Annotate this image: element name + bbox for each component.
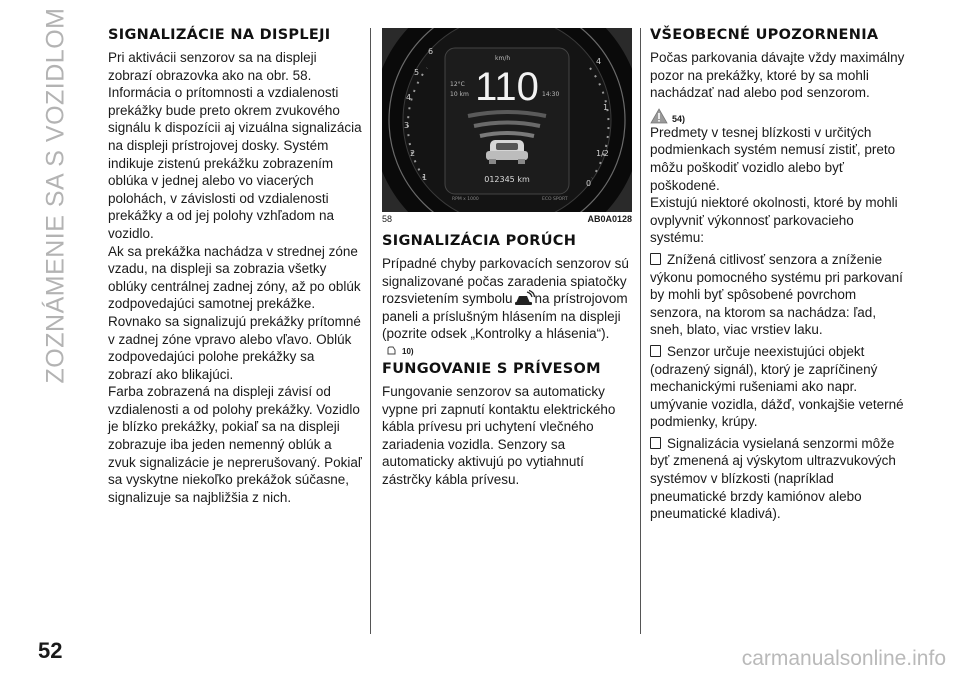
paragraph-trailer: Fungovanie senzorov sa automaticky vypne pri zapnutí kontaktu elektrického kábla prívesu pri uchytení vlečného zariadenia vozidla. Senzory sa automaticky aktivujú po vytiahnutí zástrčky kábla prívesu. (382, 383, 616, 487)
gauge-right-label-1: 4 (596, 57, 602, 66)
gauge-left-label-5: 5 (414, 68, 420, 77)
gauge-right-label-4: 0 (586, 179, 592, 188)
column-faults (382, 28, 632, 489)
paragraph-display-1: Pri aktivácii senzorov sa na displeji zobrazí obrazovka ako na obr. 58. Informácia o prítomnosti a vzdialenosti prekážky bude preto okrem zvukového signálu k dispozícii aj vizuálna signalizácia na displeji prístrojovej dosky. Systém indikuje zistenú prekážku zobrazením oblúka v jednej alebo vo viacerých polohách, v závislosti od vzdialenosti prekážky a od jej polohy vzhľadom na vozidlo. (108, 50, 362, 241)
range: 10 km (450, 91, 469, 98)
gauge-right-label-3: 1/2 (596, 149, 609, 158)
bullet-text-3: Signalizácia vysielaná senzormi môže byť zmenená aj výskytom ultrazvukových systémov v blízkosti (napríklad pneumatické brzdy kamiónov alebo pneumatické kladivá). (650, 435, 896, 522)
warning-reference (650, 108, 910, 124)
speed-value: 110 (475, 65, 539, 109)
gauge-left-label-3: 3 (404, 121, 410, 130)
column-divider-2 (640, 28, 641, 634)
note-reference (402, 347, 632, 356)
column-divider-1 (370, 28, 371, 634)
heading-trailer: FUNGOVANIE S PRÍVESOM (382, 360, 601, 377)
faults-text-before: Prípadné chyby parkovacích senzorov sú signalizované počas zaradenia spiatočky rozsvietením symbolu (382, 256, 629, 307)
note-hand-icon (386, 345, 397, 356)
dashboard-illustration (382, 28, 632, 212)
bullet-item-1 (650, 251, 910, 339)
odometer: 012345 km (484, 175, 530, 184)
side-title-text: ZOZNÁMENIE SA S VOZIDLOM (41, 7, 70, 383)
gauge-left-label-6: 6 (428, 47, 434, 56)
bullet-text-1: Znížená citlivosť senzora a zníženie výkonu pomocného systému pri parkovaní by mohli byť spôsobené povrchom senzora, na ktorom sa nachádza: ľad, sneh, blato, viac vrstiev laku. (650, 251, 903, 338)
heading-faults: SIGNALIZÁCIA PORÚCH (382, 233, 577, 249)
faults-text-after: na prístrojovom paneli a príslušným hlásením na displeji (pozrite odsek „Kontrolky a hlásenia“). (382, 291, 628, 342)
watermark: carmanualsonline.info (741, 647, 946, 670)
heading-general-warnings: VŠEOBECNÉ UPOZORNENIA (650, 27, 879, 43)
paragraph-warnings-1: Počas parkovania dávajte vždy maximálny pozor na prekážky, ktoré by sa mohli nachádzať nad alebo pod senzorom. (650, 50, 905, 101)
paragraph-display-3: Farba zobrazená na displeji závisí od vzdialenosti a od polohy prekážky. Vozidlo je blízko prekážky, pokiaľ sa na displeji zobrazuje iba jeden nemenný oblúk a zvuk signalizácie je neprerušovaný. Pokiaľ sa vyskytne niekoľko prekážok súčasne, signalizuje sa najbližšia z nich. (108, 384, 362, 505)
bullet-text-2: Senzor určuje neexistujúci objekt (odrazený signál), ktorý je zapríčinený mechanickými rušeniami ako napr. umývanie vozidla, dážď, vonkajšie veterné podmienky, krúpy. (650, 343, 904, 430)
clock: 14:30 (542, 91, 560, 98)
figure-caption (382, 214, 632, 224)
note-ref-number: 10) (402, 346, 414, 356)
column-display-signals (108, 28, 362, 506)
gauge-right-label-2: 1 (603, 103, 609, 112)
rpm-label: RPM x 1000 (452, 197, 479, 202)
temperature: 12°C (450, 81, 465, 88)
paragraph-warnings-3: Existujú niektoré okolnosti, ktoré by mohli ovplyvniť výkonnosť parkovacieho systému: (650, 195, 898, 246)
paragraph-display-2: Ak sa prekážka nachádza v strednej zóne vzadu, na displeji sa zobrazia všetky oblúky centrálnej zadnej zóny, až po oblúk zodpovedajúci samotnej prekážke. Rovnako sa signalizujú prekážky prítomné v zadnej zóne vpravo alebo vľavo. Oblúk zodpovedajúci polohe prekážky sa zobrazí ako blikajúci. (108, 243, 361, 382)
gauge-left-label-1: 1 (422, 173, 428, 182)
eco-sport-label: ECO SPORT (542, 197, 568, 202)
column-general-warnings (650, 28, 910, 523)
paragraph-warnings-2: Predmety v tesnej blízkosti v určitých podmienkach systém nemusí zistiť, preto môžu poškodiť vozidlo alebo byť poškodené. (650, 124, 896, 193)
warning-triangle-icon (650, 108, 668, 124)
bullet-item-3 (650, 435, 910, 523)
paragraph-faults (382, 255, 632, 343)
gauge-left-label-2: 2 (410, 149, 416, 158)
bullet-item-2 (650, 343, 910, 431)
figure-code: AB0A0128 (587, 214, 632, 224)
figure-number: 58 (382, 214, 393, 224)
dashboard-figure (382, 28, 632, 212)
gauge-left-label-4: 4 (406, 93, 412, 102)
heading-display-signals: SIGNALIZÁCIE NA DISPLEJI (108, 27, 331, 43)
side-section-title (28, 7, 84, 383)
page-number: 52 (38, 638, 63, 663)
bullet-square-icon (650, 437, 661, 449)
speed-unit: km/h (495, 55, 511, 62)
warning-ref-number: 54) (672, 113, 686, 124)
bullet-square-icon (650, 253, 661, 265)
parking-sensor-fault-icon (513, 290, 535, 306)
bullet-square-icon (650, 345, 661, 357)
